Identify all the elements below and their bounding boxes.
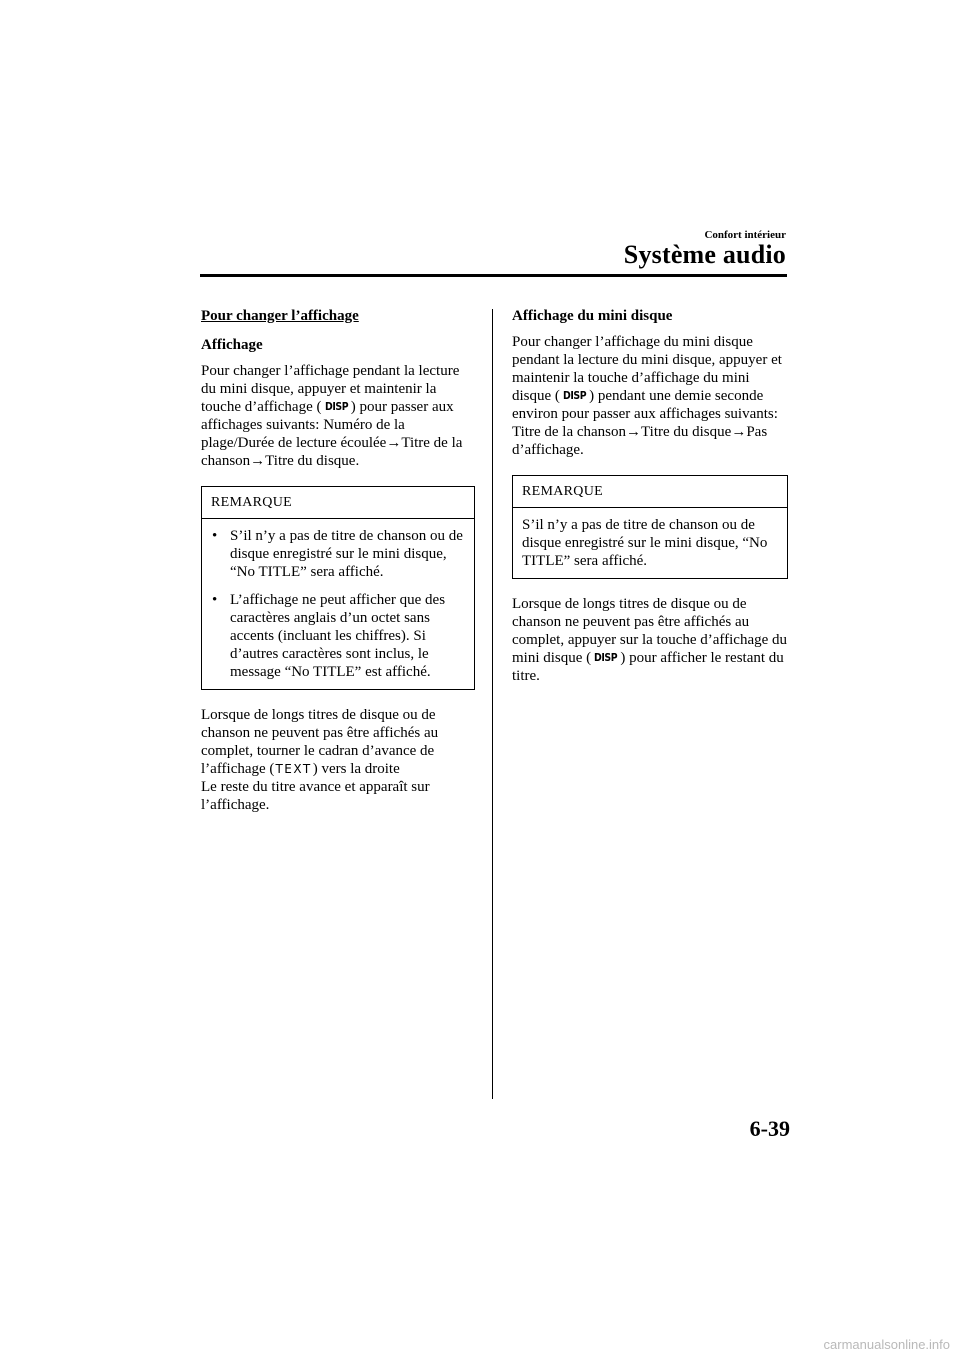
column-divider xyxy=(492,309,493,1099)
disp-key-icon: DISP xyxy=(594,651,618,664)
section-heading: Pour changer l’affichage xyxy=(201,308,359,324)
disp-key-icon: DISP xyxy=(324,400,348,413)
watermark: carmanualsonline.info xyxy=(823,1337,950,1352)
note-bullet: • S’il n’y a pas de titre de chanson ou de disque enregistré sur le mini disque, “No TITLE” sera affiché. xyxy=(212,528,463,580)
note-box xyxy=(201,486,475,690)
paragraph-affichage: Pour changer l’affichage pendant la lecture du mini disque, appuyer et maintenir la touche d’affichage ( DISP ) pour passer aux affichages suivants: Numéro de la plage/Durée de lecture écoulée→Titre de la chanson→Titre du disque. xyxy=(201,363,463,469)
text-key-icon: TEXT xyxy=(275,762,312,776)
paragraph-long-titles-md: Lorsque de longs titres de disque ou de chanson ne peuvent pas être affichés au complet, appuyer sur la touche d’affichage du mini disque ( DISP ) pour afficher le restant du titre. xyxy=(512,596,788,684)
note-body xyxy=(202,519,474,689)
paragraph-mini-disque: Pour changer l’affichage du mini disque pendant la lecture du mini disque, appuyer et maintenir la touche d’affichage du mini disque ( DISP ) pendant une demie seconde environ pour passer aux affichages suivants: Titre de la chanson→Titre du disque→Pas d’affichage. xyxy=(512,334,782,458)
note-bullet: • L’affichage ne peut afficher que des caractères anglais d’un octet sans accents (incluant les chiffres). Si d’autres caractères sont inclus, le message “No TITLE” est affiché. xyxy=(212,592,446,680)
header-rule xyxy=(200,274,787,277)
bullet-icon: • xyxy=(212,528,218,544)
page-number: 6-39 xyxy=(749,1116,790,1141)
left-column xyxy=(201,307,475,824)
section-label: Confort intérieur xyxy=(704,229,786,241)
paragraph-long-titles: Lorsque de longs titres de disque ou de chanson ne peuvent pas être affichés au complet, tourner le cadran d’avance de l’affichage (TEXT) vers la droite Le reste du titre avance et apparaît sur l’affichage. xyxy=(201,707,439,813)
bullet-icon: • xyxy=(212,592,218,608)
arrow-icon: → xyxy=(386,435,402,451)
arrow-icon: → xyxy=(250,453,266,469)
right-column xyxy=(512,307,788,695)
disp-key-icon: DISP xyxy=(562,389,587,402)
arrow-icon: → xyxy=(626,424,642,440)
chapter-title: Système audio xyxy=(623,240,786,269)
note-box xyxy=(512,475,788,579)
note-title: REMARQUE xyxy=(513,476,787,508)
subheading-affichage: Affichage xyxy=(201,337,263,353)
arrow-icon: → xyxy=(731,424,747,440)
subheading-mini-disque: Affichage du mini disque xyxy=(512,308,673,324)
note-body: S’il n’y a pas de titre de chanson ou de disque enregistré sur le mini disque, “No TITLE” sera affiché. xyxy=(522,517,768,569)
note-title: REMARQUE xyxy=(202,487,474,519)
